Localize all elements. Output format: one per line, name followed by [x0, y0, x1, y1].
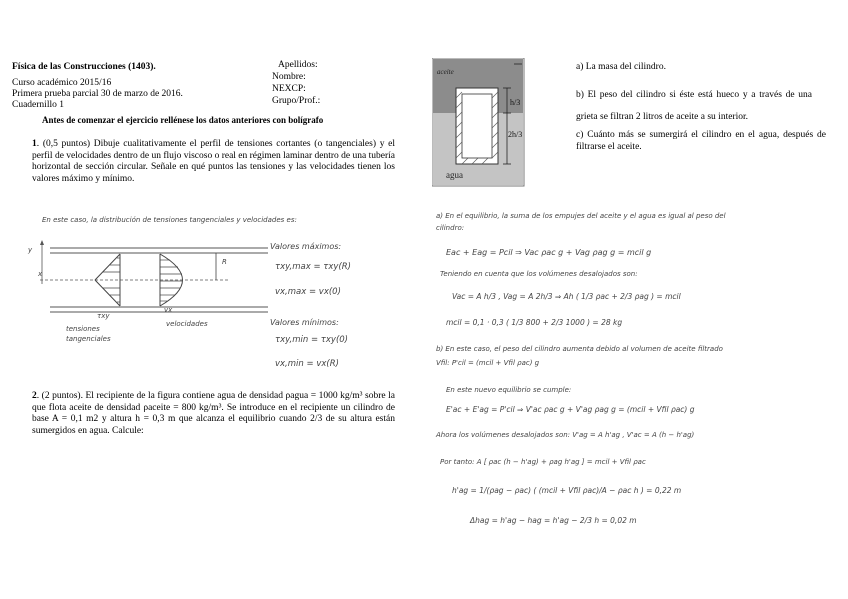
q1-min-title: Valores mínimos:: [270, 318, 339, 327]
q1-label-y: y: [28, 246, 33, 254]
q2-sol-line-4: Vac = A h/3 , Vag = A 2h/3 ⇒ Ah ( 1/3 ρac + 2/3 ρag ) = mcil: [452, 292, 681, 301]
q2-sol-line-1: a) En el equilibrio, la suma de los empujes del aceite y el agua es igual al peso del cilindro:: [436, 212, 726, 232]
q1-label-R: R: [222, 258, 227, 266]
field-apellidos: Apellidos:: [278, 60, 318, 70]
q1-max-title: Valores máximos:: [270, 242, 342, 251]
course-year: Curso académico 2015/16: [12, 78, 112, 88]
q1-label-x: x: [38, 270, 43, 278]
q2-sol-line-6: b) En este caso, el peso del cilindro aumenta debido al volumen de aceite filtrado Vfil: P'cil = (mcil + Vfil ρac) g: [436, 345, 723, 367]
question-2: [32, 391, 395, 437]
q2-container-figure: [432, 58, 532, 188]
q2-sol-line-10: Por tanto: A [ ρac (h − h'ag) + ρag h'ag ] = mcil + Vfil ρac: [440, 458, 646, 466]
field-nexcp: NEXCP:: [272, 84, 306, 94]
q2-part-c: c) Cuánto más se sumergirá el cilindro en el agua, después de filtrarse el aceite.: [576, 130, 826, 152]
field-nombre: Nombre:: [272, 72, 306, 82]
q2-part-b: b) El peso del cilindro si éste está hueco y a través de una grieta se filtran 2 litros de aceite a su interior.: [576, 90, 812, 122]
q2-part-a: a) La masa del cilindro.: [576, 62, 666, 72]
q2-number: 2: [32, 391, 37, 401]
q1-caption-velocidades: velocidades: [166, 320, 208, 328]
q1-label-vx: vx: [164, 306, 173, 314]
q2-sol-line-11: h'ag = 1/(ρag − ρac) ( (mcil + Vfil ρac)/A − ρac h ) = 0,22 m: [452, 486, 682, 495]
q2-text: . (2 puntos). El recipiente de la figura contiene agua de densidad ρagua = 1000 kg/m³ sobre la que flota aceite de densidad ρaceite = 800 kg/m³. Se introduce en el recipiente un cilindro de base A = 0,1 m2 y altura h = 0,3 m que alcanza el equilibrio cuando 2/3 de su altura están sumergidos en agua. Calcule:: [32, 391, 395, 436]
field-grupo: Grupo/Prof.:: [272, 96, 321, 106]
q1-number: 1: [32, 139, 37, 149]
q1-min-t: τxy,min = τxy(0): [275, 335, 348, 345]
q1-min-v: vx,min = vx(R): [275, 359, 339, 369]
q1-text: . (0,5 puntos) Dibuje cualitativamente el perfil de tensiones cortantes (o tangenciales) y el perfil de velocidades dentro de un flujo viscoso o real en régimen laminar dentro de una tubería horizontal de sección circular. Señale en qué puntos las tensiones y las velocidades tienen los valores máximo y mínimo.: [32, 139, 395, 184]
q2-sol-line-8: E'ac + E'ag = P'cil ⇒ V'ac ρac g + V'ag ρag g = (mcil + Vfil ρac) g: [446, 405, 695, 414]
booklet-label: Cuadernillo 1: [12, 100, 64, 110]
q1-caption-tensiones: tensiones tangenciales: [66, 325, 111, 343]
question-1: [32, 139, 395, 185]
q2-dim-top: h/3: [510, 98, 521, 107]
q2-sol-line-12: Δhag = h'ag − hag = h'ag − 2/3 h = 0,02 m: [470, 516, 637, 525]
q2-sol-line-5: mcil = 0,1 · 0,3 ( 1/3 800 + 2/3 1000 ) = 28 kg: [446, 318, 623, 327]
q2-sol-line-3: Teniendo en cuenta que los volúmenes desalojados son:: [440, 270, 638, 278]
q2-sol-line-7: En este nuevo equilibrio se cumple:: [446, 386, 572, 394]
instruction: Antes de comenzar el ejercicio rellénese los datos anteriores con bolígrafo: [42, 115, 324, 125]
q2-sol-line-9: Ahora los volúmenes desalojados son: V'ag = A h'ag , V'ac = A (h − h'ag): [436, 431, 695, 439]
exam-date: Primera prueba parcial 30 de marzo de 2016.: [12, 89, 183, 99]
subject-title: Física de las Construcciones (1403).: [12, 62, 156, 72]
q1-max-v: vx,max = vx(0): [275, 287, 341, 297]
q2-oil-label: aceite: [437, 68, 454, 76]
q2-water-label: agua: [446, 170, 463, 180]
q2-sol-line-2: Eac + Eag = Pcil ⇒ Vac ρac g + Vag ρag g = mcil g: [446, 248, 652, 257]
q2-dim-bottom: 2h/3: [508, 130, 523, 139]
q1-hw-intro: En este caso, la distribución de tensiones tangenciales y velocidades es:: [42, 216, 297, 224]
q1-label-txy: τxy: [97, 312, 110, 320]
q1-max-t: τxy,max = τxy(R): [275, 262, 351, 272]
